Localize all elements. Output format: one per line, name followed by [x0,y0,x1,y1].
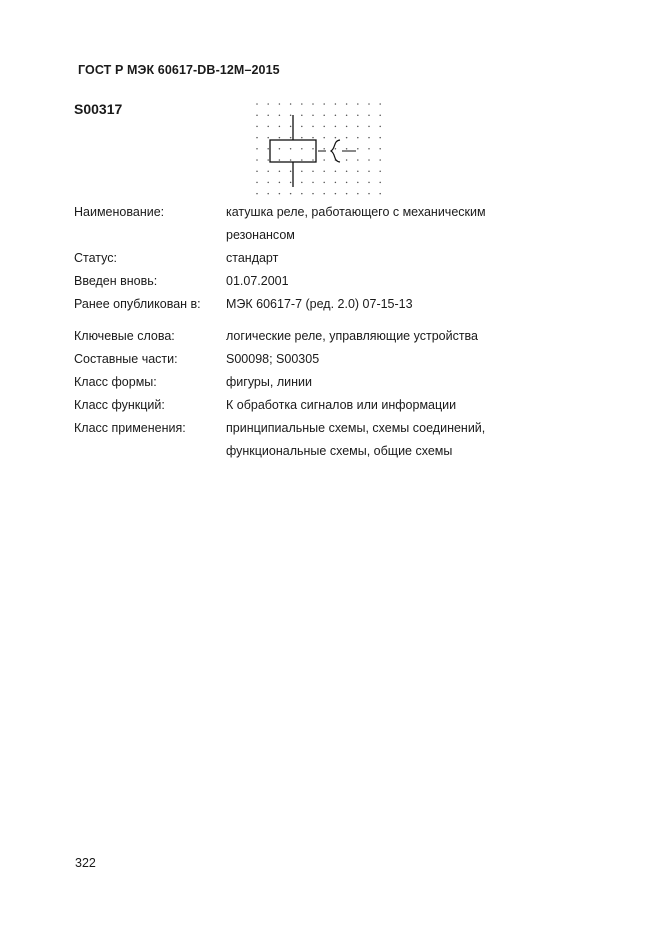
grid-dot [379,182,381,184]
grid-dot [279,182,281,184]
grid-dot [346,137,348,139]
grid-dot [335,182,337,184]
property-value: принципиальные схемы, схемы соединений, функциональные схемы, общие схемы [226,421,486,458]
grid-dot [323,170,325,172]
grid-dot [346,170,348,172]
grid-dot [312,159,314,161]
grid-dot [357,148,359,150]
property-row-shape-class [74,371,526,394]
grid-dot [279,193,281,195]
grid-dot [279,103,281,105]
grid-dot [312,182,314,184]
property-value: S00098; S00305 [226,352,320,366]
grid-dot [379,114,381,116]
grid-dot [256,148,258,150]
grid-dot [368,159,370,161]
grid-dot [357,114,359,116]
property-row-introduced [74,270,526,293]
grid-dot [279,148,281,150]
resonance-brace [331,140,340,162]
grid-dot [323,126,325,128]
grid-dot [267,137,269,139]
grid-dot [312,137,314,139]
property-key: Ранее опубликован в: [74,297,201,311]
coil-rectangle [270,140,316,162]
grid-dot [290,170,292,172]
grid-dot [335,193,337,195]
grid-dot [256,193,258,195]
grid-dot [323,137,325,139]
grid-dot [301,170,303,172]
grid-dot [279,114,281,116]
grid-dot [312,114,314,116]
grid-dot [335,126,337,128]
grid-dot [368,114,370,116]
grid-dot [256,170,258,172]
grid-dot [290,148,292,150]
property-row-function-class [74,394,526,417]
grid-dot [346,193,348,195]
grid-dot [379,103,381,105]
grid-dot [256,159,258,161]
grid-dot [323,103,325,105]
grid-dot [290,193,292,195]
grid-dot [290,114,292,116]
grid-dot [368,103,370,105]
grid-dot [312,170,314,172]
property-row-name [74,201,526,247]
grid-dot [368,126,370,128]
grid-dot [312,148,314,150]
property-row-published [74,293,526,316]
grid-dot [379,126,381,128]
grid-dot [301,126,303,128]
grid-dot [290,103,292,105]
property-row-components [74,348,526,371]
property-value: МЭК 60617-7 (ред. 2.0) 07-15-13 [226,297,413,311]
grid-dot [379,193,381,195]
grid-dot [323,114,325,116]
grid-dot [267,159,269,161]
property-row-application-class [74,417,526,463]
grid-dot [357,103,359,105]
grid-dot [267,148,269,150]
grid-dot [267,126,269,128]
property-key: Введен вновь: [74,274,158,288]
grid-dot [323,159,325,161]
grid-dot [312,193,314,195]
grid-dot [346,126,348,128]
symbol-code: S00317 [74,101,123,117]
grid-dot [301,182,303,184]
grid-dot [335,148,337,150]
property-key: Класс применения: [74,421,186,435]
grid-dot [256,126,258,128]
grid-dot [368,182,370,184]
grid-dot [346,103,348,105]
grid-dot [301,193,303,195]
properties-extra [74,325,526,463]
grid-dot [301,148,303,150]
property-value: фигуры, линии [226,375,312,389]
page-number: 322 [75,856,96,870]
grid-dot [301,159,303,161]
grid-dot [335,103,337,105]
grid-dot [256,103,258,105]
grid-dot [346,148,348,150]
grid-dot [379,170,381,172]
symbol-grid [256,103,381,194]
grid-dot [335,137,337,139]
grid-dot [267,182,269,184]
property-key: Наименование: [74,205,165,219]
grid-dot [279,137,281,139]
grid-dot [368,193,370,195]
grid-dot [267,114,269,116]
grid-dot [301,114,303,116]
property-value: 01.07.2001 [226,274,289,288]
grid-dot [357,170,359,172]
grid-dot [267,103,269,105]
grid-dot [379,159,381,161]
grid-dot [379,148,381,150]
property-value: К обработка сигналов или информации [226,398,457,412]
grid-dot [357,126,359,128]
grid-dot [301,103,303,105]
grid-dot [346,114,348,116]
grid-dot [346,159,348,161]
grid-dot [346,182,348,184]
property-key: Статус: [74,251,117,265]
grid-dot [290,137,292,139]
grid-dot [312,126,314,128]
grid-dot [323,148,325,150]
grid-dot [335,114,337,116]
property-key: Класс функций: [74,398,165,412]
property-key: Составные части: [74,352,178,366]
property-value: стандарт [226,251,279,265]
grid-dot [335,170,337,172]
property-key: Ключевые слова: [74,329,175,343]
property-value: логические реле, управляющие устройства [226,329,479,343]
grid-dot [368,148,370,150]
grid-dot [267,193,269,195]
grid-dot [279,126,281,128]
grid-dot [312,103,314,105]
property-value: катушка реле, работающего с механическим резонансом [226,205,486,242]
relay-coil-symbol [250,98,385,198]
grid-dot [323,193,325,195]
grid-dot [256,137,258,139]
grid-dot [301,137,303,139]
properties-main [74,201,526,316]
grid-dot [290,182,292,184]
grid-dot [323,182,325,184]
grid-dot [279,159,281,161]
grid-dot [256,182,258,184]
grid-dot [256,114,258,116]
grid-dot [379,137,381,139]
grid-dot [290,126,292,128]
grid-dot [357,182,359,184]
grid-dot [279,170,281,172]
property-row-status [74,247,526,270]
grid-dot [368,170,370,172]
grid-dot [368,137,370,139]
grid-dot [290,159,292,161]
grid-dot [357,159,359,161]
grid-dot [357,193,359,195]
grid-dot [267,170,269,172]
property-key: Класс формы: [74,375,157,389]
grid-dot [357,137,359,139]
property-row-keywords [74,325,526,348]
page-header: ГОСТ Р МЭК 60617-DB-12M–2015 [78,63,280,77]
